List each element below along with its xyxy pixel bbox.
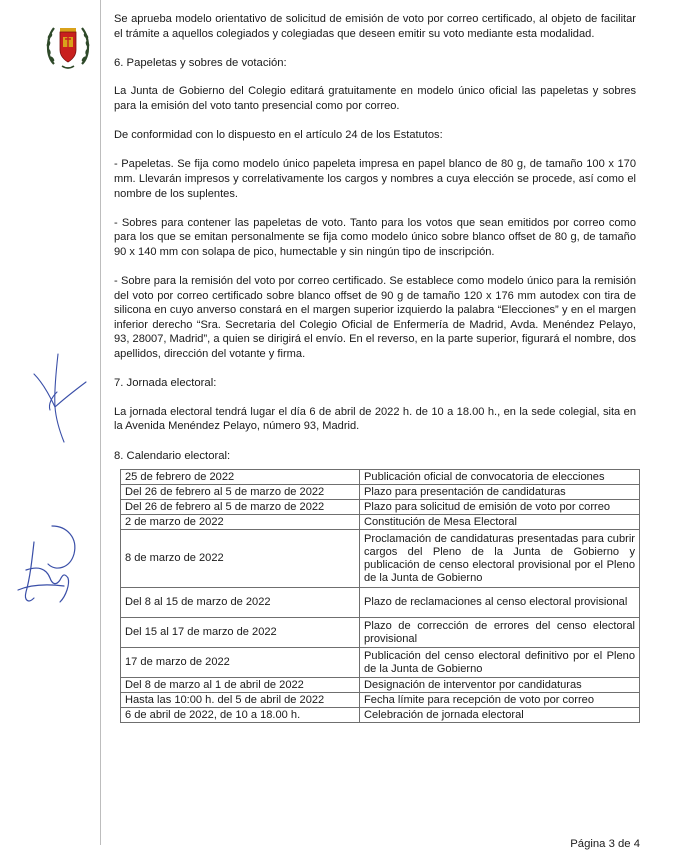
calendar-description-cell: Proclamación de candidaturas presentadas para cubrir cargos del Pleno de la Junta de Gobierno y publicación de censo electoral provisional por el Pleno de la Junta de Gobierno: [360, 530, 640, 588]
calendar-date-cell: Del 26 de febrero al 5 de marzo de 2022: [121, 500, 360, 515]
signature-mark-icon: [28, 352, 90, 444]
section-6-heading: 6. Papeletas y sobres de votación:: [114, 56, 287, 69]
section-6-paragraph: - Papeletas. Se fija como modelo único papeleta impresa en papel blanco de 80 g, de tamaño 100 x 170 mm. Llevarán impresos y correlativamente los cargos y nombres a cuya elección se procede, así como el nombre de los suplentes.: [114, 158, 636, 200]
table-row: [121, 648, 640, 678]
table-row: [121, 678, 640, 693]
calendar-description-cell: Plazo de reclamaciones al censo electoral provisional: [360, 588, 640, 618]
calendar-description-cell: Fecha límite para recepción de voto por correo: [360, 693, 640, 708]
section-6-paragraph: La Junta de Gobierno del Colegio editará gratuitamente en modelo único oficial las papeletas y sobres para la emisión del voto tanto presencial como por correo.: [114, 85, 636, 112]
crest-logo-icon: [44, 20, 92, 72]
calendar-description-cell: Publicación del censo electoral definitivo por el Pleno de la Junta de Gobierno: [360, 648, 640, 678]
signature-handwritten-icon: [12, 520, 82, 610]
calendar-description-cell: Publicación oficial de convocatoria de elecciones: [360, 470, 640, 485]
page-number: Página 3 de 4: [570, 838, 640, 850]
calendar-date-cell: 25 de febrero de 2022: [121, 470, 360, 485]
table-row: [121, 470, 640, 485]
section-7-heading: 7. Jornada electoral:: [114, 377, 217, 390]
table-row: [121, 618, 640, 648]
calendar-description-cell: Plazo para solicitud de emisión de voto por correo: [360, 500, 640, 515]
table-row: [121, 588, 640, 618]
calendar-date-cell: Del 26 de febrero al 5 de marzo de 2022: [121, 485, 360, 500]
calendar-date-cell: Del 8 de marzo al 1 de abril de 2022: [121, 678, 360, 693]
electoral-calendar-table: [120, 469, 640, 723]
calendar-description-cell: Constitución de Mesa Electoral: [360, 515, 640, 530]
calendar-date-cell: 6 de abril de 2022, de 10 a 18.00 h.: [121, 708, 360, 723]
intro-paragraph: Se aprueba modelo orientativo de solicitud de emisión de voto por correo certificado, al objeto de facilitar el trámite a aquellos colegiados y colegiadas que deseen emitir su voto mediante esta modalidad.: [114, 13, 636, 40]
table-row: [121, 500, 640, 515]
calendar-description-cell: Plazo de corrección de errores del censo electoral provisional: [360, 618, 640, 648]
table-row: [121, 530, 640, 588]
table-row: [121, 708, 640, 723]
margin-line: [100, 0, 101, 845]
calendar-date-cell: 2 de marzo de 2022: [121, 515, 360, 530]
calendar-date-cell: Del 8 al 15 de marzo de 2022: [121, 588, 360, 618]
calendar-description-cell: Plazo para presentación de candidaturas: [360, 485, 640, 500]
section-6-paragraph: - Sobre para la remisión del voto por correo certificado. Se establece como modelo único para la remisión del voto por correo certificado sobre blanco offset de 90 g de tamaño 120 x 176 mm autodex con tira de silicona en cuyo anverso constará en el margen superior izquierdo la palabra “Elecciones” y en el margen inferior derecho “Sra. Secretaria del Colegio Oficial de Enfermería de Madrid, Avda. Menéndez Pelayo, 93, 28007, Madrid”, a quien se dirigirá el envío. En el reverso, en la parte superior, figurará el nombre, dos apellidos, dirección del votante y firma.: [114, 275, 636, 361]
calendar-date-cell: 17 de marzo de 2022: [121, 648, 360, 678]
calendar-date-cell: Del 15 al 17 de marzo de 2022: [121, 618, 360, 648]
calendar-description-cell: Designación de interventor por candidaturas: [360, 678, 640, 693]
section-8-heading: 8. Calendario electoral:: [114, 449, 231, 462]
section-6-paragraph: - Sobres para contener las papeletas de voto. Tanto para los votos que sean emitidos por correo como para los que se emitan personalmente se fija como modelo único sobre blanco offset de 80 g, de tamaño 90 x 140 mm con solapa de pico, humectable y sin ningún tipo de inscripción.: [114, 216, 636, 258]
section-6-paragraph: De conformidad con lo dispuesto en el artículo 24 de los Estatutos:: [114, 129, 443, 142]
section-7-paragraph: La jornada electoral tendrá lugar el día 6 de abril de 2022 h. de 10 a 18.00 h., en la sede colegial, sita en la Avenida Menéndez Pelayo, número 93, Madrid.: [114, 405, 636, 433]
table-row: [121, 515, 640, 530]
calendar-date-cell: Hasta las 10:00 h. del 5 de abril de 2022: [121, 693, 360, 708]
calendar-description-cell: Celebración de jornada electoral: [360, 708, 640, 723]
calendar-date-cell: 8 de marzo de 2022: [121, 530, 360, 588]
table-row: [121, 693, 640, 708]
document-body: [114, 12, 636, 723]
table-row: [121, 485, 640, 500]
